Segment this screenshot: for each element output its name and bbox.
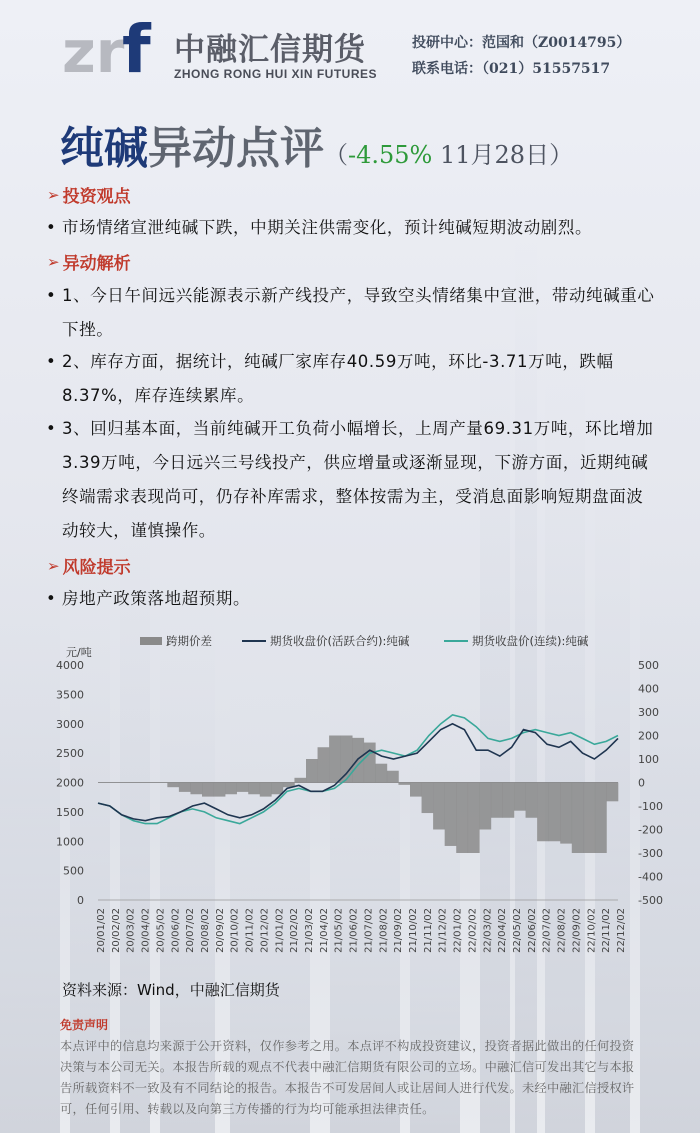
bullet-text: 市场情绪宣泄纯碱下跌，中期关注供需变化，预计纯碱短期波动剧烈。 (62, 218, 593, 237)
spread-bar (606, 783, 618, 802)
spread-bar (537, 783, 549, 842)
x-tick-label: 20/12/02 (259, 908, 271, 953)
x-tick-label: 22/12/02 (616, 908, 627, 953)
x-tick-label: 21/06/02 (348, 908, 360, 953)
spread-bar (422, 783, 434, 814)
x-tick-label: 22/04/02 (497, 908, 509, 953)
contact-info (412, 30, 630, 82)
x-tick-label: 21/05/02 (333, 908, 345, 953)
x-tick-label: 22/10/02 (586, 908, 598, 953)
x-tick-label: 22/11/02 (601, 908, 613, 953)
price-chart (52, 625, 663, 975)
x-tick-label: 20/02/02 (110, 908, 122, 953)
bullet-dot-icon: • (46, 352, 56, 371)
x-tick-label: 20/04/02 (140, 908, 152, 953)
y-tick-label: 3500 (56, 688, 84, 702)
y2-tick-label: 300 (638, 706, 659, 719)
x-tick-label: 22/09/02 (571, 908, 583, 953)
spread-bar (433, 783, 445, 830)
bullet-view (46, 211, 658, 245)
x-tick-label: 22/05/02 (512, 908, 523, 953)
bullet-analysis-3 (46, 412, 658, 548)
x-tick-label: 21/12/02 (437, 908, 449, 953)
x-tick-label: 20/07/02 (185, 908, 197, 953)
title-date: 11月28日） (432, 141, 574, 169)
spread-bar (364, 743, 376, 783)
spread-bar (202, 783, 214, 797)
x-tick-label: 20/11/02 (244, 908, 256, 953)
data-source: 资料来源：Wind，中融汇信期货 (62, 981, 280, 999)
y2-tick-label: 100 (638, 753, 659, 766)
y-axis-unit-label: 元/吨 (66, 646, 92, 659)
title-paren: （ (324, 141, 348, 169)
spread-bar (387, 771, 399, 783)
y2-tick-label: 200 (638, 729, 659, 743)
arrow-icon: ➢ (47, 556, 60, 575)
x-tick-label: 20/10/02 (229, 908, 241, 953)
y-tick-label: 1000 (56, 835, 84, 849)
zrf-logo-mark (62, 11, 162, 88)
y-tick-label: 3000 (56, 717, 84, 731)
y-tick-label: 1500 (56, 805, 84, 819)
bullet-dot-icon: • (46, 286, 56, 305)
spread-bar (167, 783, 179, 788)
spread-bar (260, 783, 272, 797)
section-title: 投资观点 (62, 187, 131, 207)
svg-text:zr: zr (62, 18, 125, 86)
spread-bar (329, 736, 341, 783)
y2-tick-label: -200 (638, 823, 663, 837)
y2-tick-label: 500 (638, 659, 659, 672)
x-tick-label: 20/06/02 (170, 908, 182, 953)
bullet-analysis-1 (46, 279, 658, 347)
spread-bar (595, 783, 607, 854)
bullet-dot-icon: • (46, 419, 56, 438)
y2-tick-label: 0 (638, 776, 645, 790)
disclaimer-title: 免责声明 (60, 1018, 109, 1032)
logo-english-name: ZHONG RONG HUI XIN FUTURES (174, 67, 378, 81)
x-tick-label: 21/08/02 (378, 908, 390, 953)
x-tick-label: 21/11/02 (422, 908, 434, 953)
x-tick-label: 22/07/02 (541, 908, 553, 953)
spread-bar (248, 783, 260, 795)
spread-bar (526, 783, 538, 818)
x-tick-label: 22/02/02 (467, 908, 479, 953)
svg-text:f: f (122, 11, 151, 88)
bullet-dot-icon: • (46, 589, 56, 608)
x-tick-label: 20/03/02 (125, 908, 137, 953)
spread-bar (456, 783, 468, 854)
x-tick-label: 21/10/02 (408, 908, 419, 953)
spread-bar (225, 783, 237, 795)
section-title: 异动解析 (62, 254, 131, 274)
spread-bar (306, 759, 318, 783)
y2-tick-label: -500 (638, 894, 663, 907)
spread-bar (468, 783, 480, 854)
spread-bar (479, 783, 491, 830)
x-tick-label: 21/02/02 (289, 908, 301, 953)
section-investment-view (47, 182, 131, 207)
spread-bar (179, 783, 191, 792)
bullet-text: 房地产政策落地超预期。 (62, 589, 251, 608)
x-tick-label: 21/03/02 (304, 908, 315, 953)
bullet-analysis-2 (46, 345, 658, 413)
spread-bar (549, 783, 561, 842)
legend-swatch-spread (140, 637, 162, 645)
y2-tick-label: -300 (638, 847, 663, 860)
y-tick-label: 0 (77, 894, 84, 907)
spread-bar (375, 764, 387, 783)
bullet-dot-icon: • (46, 218, 56, 237)
x-tick-label: 20/08/02 (200, 908, 211, 953)
y-tick-label: 500 (63, 864, 84, 878)
spread-bar (214, 783, 226, 797)
spread-bar (318, 747, 330, 782)
company-logo (62, 11, 382, 88)
spread-bar (237, 783, 249, 792)
legend-label-active: 期货收盘价(活跃合约):纯碱 (270, 634, 410, 648)
spread-bar (398, 783, 410, 785)
bullet-risk (46, 582, 658, 616)
title-change: -4.55% (348, 141, 433, 169)
spread-bar (410, 783, 422, 797)
x-tick-label: 22/01/02 (452, 908, 464, 953)
title-product: 纯碱 (60, 123, 148, 174)
x-tick-label: 22/08/02 (556, 908, 568, 953)
x-tick-label: 20/05/02 (155, 908, 167, 953)
y2-tick-label: -100 (638, 800, 663, 813)
spread-bar (491, 783, 503, 818)
y2-tick-label: 400 (638, 682, 659, 696)
bullet-text: 2、库存方面，据统计，纯碱厂家库存40.59万吨，环比-3.71万吨，跌幅8.37%，库存连续累库。 (62, 352, 614, 405)
spread-bar (445, 783, 457, 846)
x-tick-label: 21/01/02 (274, 908, 286, 953)
arrow-icon: ➢ (47, 185, 60, 204)
spread-bar (502, 783, 514, 818)
y2-tick-label: -400 (638, 870, 663, 884)
section-title: 风险提示 (62, 558, 131, 578)
bullet-text: 1、今日午间远兴能源表示新产线投产，导致空头情绪集中宣泄，带动纯碱重心下挫。 (62, 286, 655, 339)
y-tick-label: 4000 (56, 659, 84, 672)
disclaimer-text: 本点评中的信息均来源于公开资料，仅作参考之用。本点评不构成投资建议，投资者据此做出的任何投资决策与本公司无关。本报告所载的观点不代表中融汇信期货有限公司的立场。中融汇信可发出其它与本报告所载资料不一致及有不同结论的报告。本报告不可发居间人或让居间人进行代发。未经中融汇信授权许可，任何引用、转载以及向第三方传播的行为均可能承担法律责任。 (60, 1039, 635, 1116)
spread-bar (341, 736, 353, 783)
x-tick-label: 20/01/02 (96, 908, 107, 953)
spread-bar (572, 783, 584, 854)
bullet-text: 3、回归基本面，当前纯碱开工负荷小幅增长，上周产量69.31万吨，环比增加3.39万吨，今日远兴三号线投产，供应增量或逐渐显现，下游方面，近期纯碱终端需求表现尚可，仍存补库需求，整体按需为主，受消息面影响短期盘面波动较大，谨慎操作。 (62, 419, 654, 540)
x-tick-label: 21/09/02 (393, 908, 405, 953)
x-tick-label: 20/09/02 (214, 908, 226, 953)
y-tick-label: 2000 (56, 776, 84, 790)
arrow-icon: ➢ (47, 252, 60, 271)
spread-bar (560, 783, 572, 844)
title-subject: 异动点评 (148, 123, 324, 174)
spread-bar (190, 783, 202, 795)
x-tick-label: 22/03/02 (482, 908, 494, 953)
y-tick-label: 2500 (56, 747, 84, 761)
spread-bar (271, 783, 283, 795)
contact-research: 投研中心：范国和（Z0014795） (412, 35, 631, 51)
legend-label-continuous: 期货收盘价(连续):纯碱 (472, 634, 589, 648)
legend-label-spread: 跨期价差 (166, 634, 212, 648)
section-analysis (47, 249, 131, 274)
x-tick-label: 21/04/02 (318, 908, 330, 953)
logo-chinese-name: 中融汇信期货 (174, 32, 366, 68)
x-tick-label: 21/07/02 (363, 908, 375, 953)
spread-bar (583, 783, 595, 854)
x-tick-label: 22/06/02 (526, 908, 538, 953)
contact-phone: 联系电话：（021）51557517 (412, 61, 611, 77)
spread-bar (514, 783, 526, 811)
page-title (60, 112, 573, 176)
section-risk (47, 553, 131, 578)
spread-bar (294, 778, 306, 783)
